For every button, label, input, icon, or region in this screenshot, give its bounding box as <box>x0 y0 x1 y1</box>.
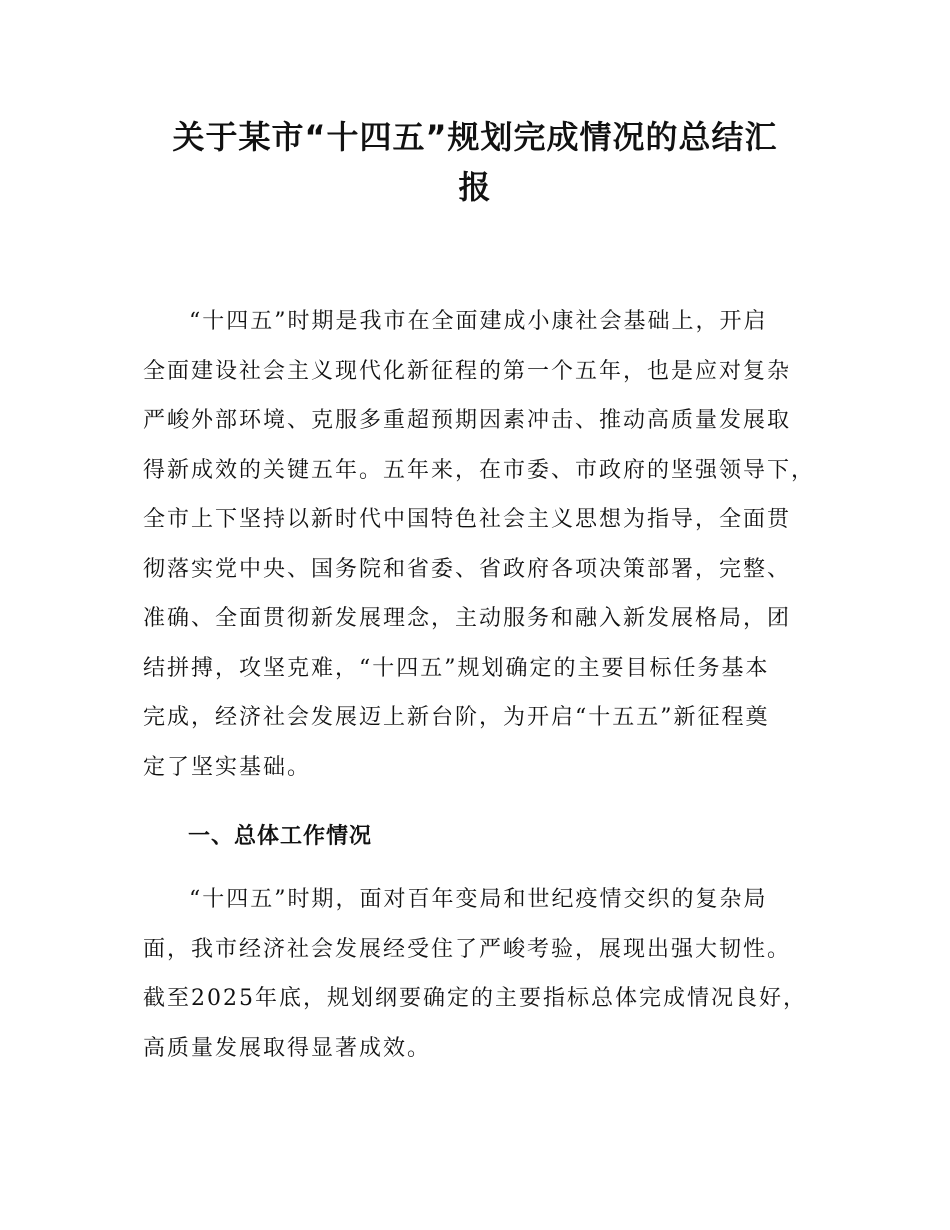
paragraph-line: 完成，经济社会发展迈上新台阶，为开启“十五五”新征程奠 <box>143 705 770 730</box>
paragraph-line: 彻落实党中央、国务院和省委、省政府各项决策部署，完整、 <box>143 556 792 582</box>
paragraph-line: 定了坚实基础。 <box>143 754 312 780</box>
paragraph-line: “十四五”时期是我市在全面建成小康社会基础上，开启 <box>189 309 768 334</box>
section-paragraph <box>143 875 815 1073</box>
section-heading: 一、总体工作情况 <box>188 824 373 849</box>
paragraph-line: 全面建设社会主义现代化新征程的第一个五年，也是应对复杂 <box>143 358 792 384</box>
paragraph-line: 结拼搏，攻坚克难，“十四五”规划确定的主要目标任务基本 <box>143 655 770 681</box>
paragraph-line: 严峻外部环境、克服多重超预期因素冲击、推动高质量发展取 <box>143 408 792 433</box>
paragraph-line: 全市上下坚持以新时代中国特色社会主义思想为指导，全面贯 <box>143 507 792 532</box>
paragraph-line: “十四五”时期，面对百年变局和世纪疫情交织的复杂局 <box>189 887 768 912</box>
paragraph-line: 准确、全面贯彻新发展理念，主动服务和融入新发展格局，团 <box>143 606 792 631</box>
title-line: 关于某市“十四五”规划完成情况的总结汇 <box>172 118 778 156</box>
title-line: 报 <box>458 168 492 206</box>
paragraph-line: 高质量发展取得显著成效。 <box>143 1035 432 1061</box>
document-title <box>140 112 810 212</box>
paragraph-line: 得新成效的关键五年。五年来，在市委、市政府的坚强领导下， <box>143 457 816 483</box>
paragraph-line: 截至2025年底，规划纲要确定的主要指标总体完成情况良好， <box>143 986 807 1011</box>
paragraph-line: 面，我市经济社会发展经受住了严峻考验，展现出强大韧性。 <box>143 936 792 962</box>
intro-paragraph <box>143 297 815 792</box>
